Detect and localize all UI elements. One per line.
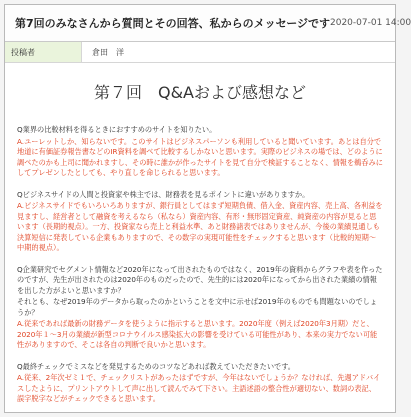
page-title: 第７回 Q&Aおよび感想など	[93, 83, 307, 102]
poster-row	[5, 42, 395, 63]
qa-item	[17, 362, 383, 405]
poster-label: 投稿者	[5, 42, 82, 62]
question-text: Q企業研究でセグメント情報など2020年になって出されたものではなく、2019年の資料からグラフや表を作ったのですが、先生が出されたのは2020年のものだったので、先生的には2020年になってから出された業績の情報を出した方がよいと思いますか？	[17, 264, 383, 295]
question-text: Q最終チェックでミスなどを発見するためのコツなどあれば教えていただきたいです。	[17, 361, 295, 371]
answer-text: A.ビジネスサイドでもいろいろありますが、銀行員としてはまず短期負債、借入金、資産内容、売上高、各利益を見ますし、経営者として融資を考えるなら（私なら）資産内容、有形・無形固定資産、純資産の内容が見ると思います（長期的視点）。一方、投資家なら売上と利益水準、あと財務諸表ではありませんが、今後の業績見通しも決算短信に発表している企業もありますので、その数字の実現可能性をチェックすると思います（比較的短期〜中期的視点）。	[17, 201, 383, 252]
qa-item	[17, 125, 383, 179]
question-text: Q業界の比較材料を得るときにおすすめのサイトを知りたい。	[17, 125, 217, 134]
question-followup-text: それとも、なぜ2019年のデータから取ったのかということを文中に示せば2019年のものでも問題ないのでしょうか？	[17, 297, 378, 317]
question-text: Qビジネスサイドの人間と投資家や株主では、財務表を見るポイントに違いがありますか。	[17, 189, 310, 199]
post-title[interactable]: 第7回のみなさんから質問とその回答、私からのメッセージです	[15, 17, 330, 30]
poster-name: 倉田 洋	[92, 47, 124, 57]
post-date: 2020-07-01 14:00	[330, 18, 411, 28]
post-frame	[4, 4, 411, 413]
answer-text: A.従来であれば最新の財務データを使うように指示すると思います。2020年度（例えば2020年3月期）だと、2020年１〜3月の業績が新型コロナウイルス感染拡大の影響を受けている可能性があり、本来の実力でない可能性がありますので、そこは各自の判断で良いかと思います。	[17, 319, 378, 349]
post-title-bar	[5, 5, 411, 42]
qa-item	[17, 265, 383, 351]
answer-text: A.従来、2年次ゼミ１で、チェックリストがあったはずですが、今年はないでしょうか？なければ、先週アドバイスしたように、プリントアウトして声に出して読んでみて下さい。主語述語の整合性が適切ない、数詞の表記、誤字脱字などがチェックできると思います。	[17, 373, 381, 403]
answer-text: A.ユーレットしか、知らないです。このサイトはビジネスパーソンも利用していると聞いています。あとは自分で地道に有価証券報告書などのIR資料を調べて比較するしかないと思います。実際のビジネスの場では、どのように調べたのかも上司に聞かれますし、その時に誰かが作ったサイトを見て自分で検証することなく、情報を鵜呑みにしてプレゼンしたとしても、やり直しを命じられると思います。	[17, 136, 383, 177]
qa-item	[17, 190, 383, 254]
post-body	[5, 80, 395, 405]
